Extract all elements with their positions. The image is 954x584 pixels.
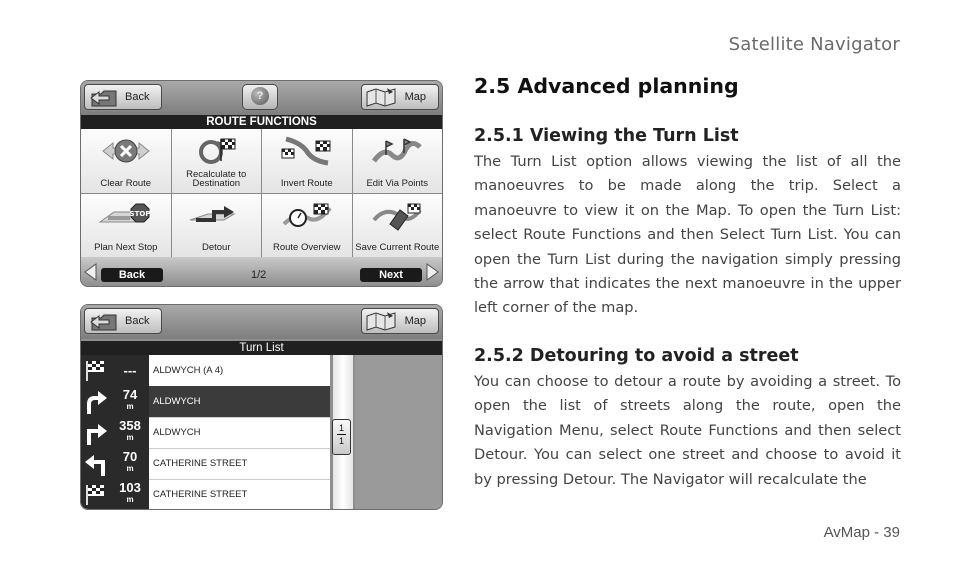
screen-title-text: Turn List [239,342,284,354]
edit-via-points-button[interactable] [353,129,443,193]
detour-button[interactable] [172,194,262,258]
street-name: ALDWYCH [153,396,201,407]
screen-title [81,341,442,355]
map-icon [365,310,399,332]
detour-icon [188,200,244,232]
turn-list [81,355,330,509]
distance-value: 103 [119,480,141,495]
route-functions-screenshot [80,80,443,287]
back-button[interactable] [84,308,162,334]
clear-route-icon [99,135,153,167]
list-item[interactable] [81,417,330,449]
distance-value: 358 [119,418,141,433]
cell-label: Plan Next Stop [94,242,158,253]
cell-label: Edit Via Points [366,177,429,189]
route-functions-grid [81,129,442,257]
svg-text:STOP: STOP [129,209,151,218]
subsection-heading-turn-list: 2.5.1 Viewing the Turn List [474,126,739,146]
folder-back-icon [89,86,119,108]
cell-label: Route Overview [272,242,341,253]
stop-sign-icon [98,200,154,232]
invert-route-icon [280,135,334,167]
distance-value: 70 [122,449,138,464]
edit-via-points-icon [370,135,424,167]
distance-unit: m [126,464,134,473]
cell-label: Recalculate to Destination [186,168,247,189]
back-button[interactable] [84,84,162,110]
map-button[interactable] [361,84,439,110]
turn-right-sharp-icon [81,417,111,448]
back-label: Back [125,91,150,103]
turn-left-icon [81,448,111,479]
running-header: Satellite Navigator [728,34,900,55]
recalculate-button[interactable] [172,129,262,193]
distance-unit: m [126,495,134,504]
finish-flag-icon [81,479,111,510]
section-heading: 2.5 Advanced planning [474,74,739,98]
save-route-icon [370,200,424,232]
route-overview-icon [280,200,334,232]
pager-bar [81,257,442,286]
paragraph-turn-list: The Turn List option allows viewing the list of all the manoeuvres to be made along the trip. Select a manoeuvre to view it on the Map. To open the Turn List: select Route Functions and then Select Turn List. You can open the Turn List during the navigation simply pressing the arrow that indicates the next manoeuvre in the upper left corner of the map. [474,153,901,317]
subsection-heading-detour: 2.5.2 Detouring to avoid a street [474,346,799,366]
invert-route-button[interactable] [262,129,352,193]
map-button[interactable] [361,308,439,334]
cell-label: Invert Route [280,177,333,189]
screen-title: ROUTE FUNCTIONS [81,115,442,129]
distance-value: 74 [122,387,138,402]
page-next-button[interactable]: Next [360,268,422,282]
finish-flag-icon [81,355,111,386]
back-label: Back [125,315,150,327]
save-current-route-button[interactable] [353,194,443,258]
scroll-page-current: 1 [338,423,344,433]
scroll-page-total: 1 [338,436,344,446]
side-panel [355,355,442,509]
street-name: ALDWYCH (A 4) [153,365,224,376]
turn-right-icon [81,386,111,417]
list-item[interactable] [81,355,330,387]
arrow-left-icon[interactable] [84,263,98,281]
paragraph-detour: You can choose to detour a route by avoiding a street. To open the list of streets along the route, open the Navigation Menu, select Route Functions and then select Detour. You can select one street and choose to avoid it by pressing Detour. The Navigator will recalculate the [474,373,901,488]
cell-label: Clear Route [100,177,152,189]
help-button[interactable] [242,84,278,110]
map-label: Map [404,91,426,103]
cell-label: Save Current Route [355,242,440,253]
page-indicator: 1/2 [251,269,267,281]
scrollbar-thumb[interactable] [332,419,351,455]
cell-label: Detour [201,242,231,253]
distance-unit: m [126,402,134,411]
list-item[interactable] [81,448,330,480]
plan-next-stop-button[interactable] [81,194,171,258]
map-icon [365,86,399,108]
recalculate-icon [191,135,241,167]
page-back-button[interactable]: Back [101,268,163,282]
route-overview-button[interactable] [262,194,352,258]
map-label: Map [404,315,426,327]
distance-unit: m [126,433,134,442]
top-bar [81,305,442,339]
distance-value: --- [123,363,137,378]
street-name: CATHERINE STREET [153,489,248,500]
clear-route-button[interactable] [81,129,171,193]
page-footer: AvMap - 39 [823,524,900,541]
list-item[interactable] [81,479,330,510]
street-name: CATHERINE STREET [153,458,248,469]
folder-back-icon [89,310,119,332]
help-icon: ? [251,87,269,105]
street-name: ALDWYCH [153,427,201,438]
turn-list-screenshot [80,304,443,510]
top-bar [81,81,442,115]
list-item-selected[interactable] [81,386,330,418]
arrow-right-icon[interactable] [425,263,439,281]
